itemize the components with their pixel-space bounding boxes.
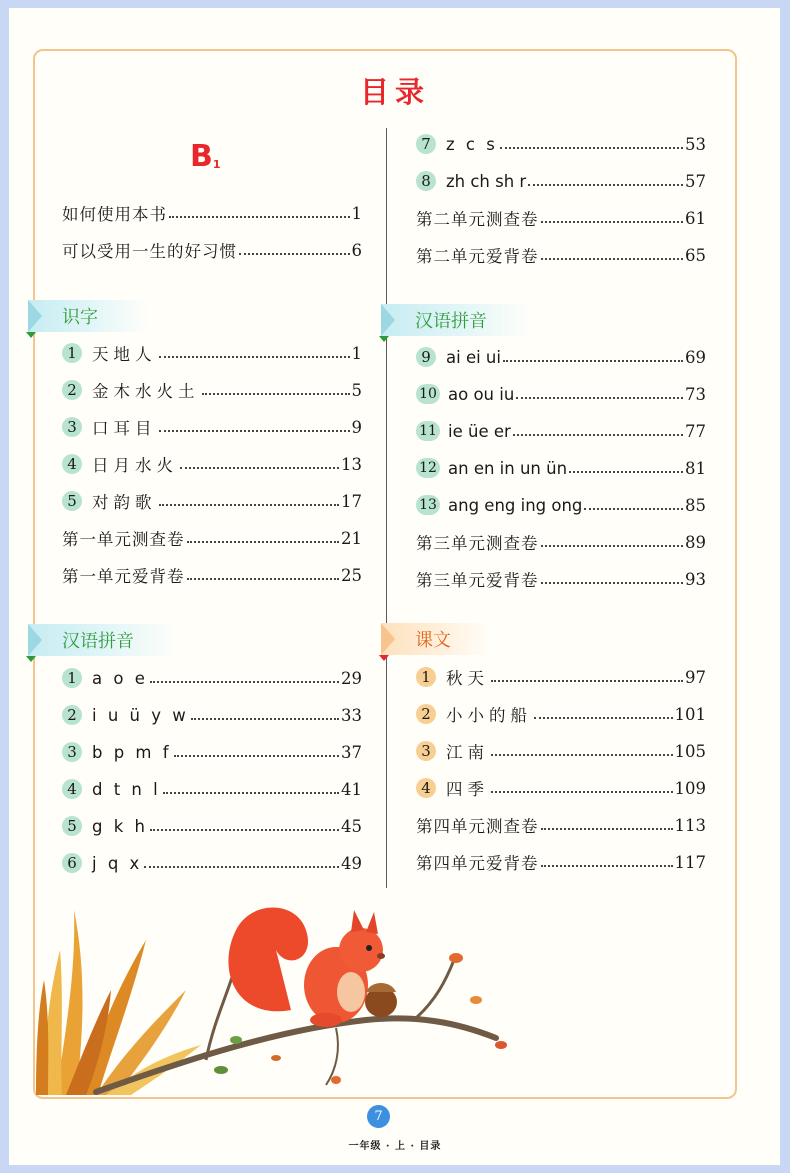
leader-dots: [187, 578, 340, 580]
brand-logo: [190, 140, 221, 180]
brand-sub: 1: [212, 158, 221, 171]
leader-dots: [528, 184, 683, 186]
lesson-number-badge: 2: [416, 704, 436, 724]
section-heading-pinyin-2[interactable]: [381, 304, 531, 336]
lesson-number-badge: 11: [416, 421, 440, 441]
toc-entry-label: a o e: [92, 668, 148, 688]
toc-entry-label: ang eng ing ong: [448, 495, 583, 515]
toc-entry-test[interactable]: [416, 203, 706, 233]
toc-entry-test[interactable]: [62, 523, 362, 553]
lesson-number-badge: 3: [62, 742, 82, 762]
toc-entry-label: 第二单元测查卷: [416, 210, 539, 229]
toc-entry-page: 45: [341, 816, 362, 836]
toc-entry-label: b p m f: [92, 742, 172, 762]
toc-entry-test[interactable]: [416, 810, 706, 840]
leader-dots: [513, 434, 683, 436]
toc-entry-label: 口耳目: [92, 419, 157, 438]
section-heading-shizi[interactable]: [28, 300, 148, 332]
section-heading-label: 课文: [415, 630, 451, 651]
toc-entry-label: 小小的船: [446, 706, 532, 725]
toc-entry[interactable]: [62, 811, 362, 841]
toc-entry-label: 第一单元测查卷: [62, 530, 185, 549]
page-title: 目录: [359, 75, 430, 109]
toc-entry-label: ie üe er: [448, 421, 511, 441]
leader-dots: [191, 718, 339, 720]
leader-dots: [169, 216, 350, 218]
toc-entry-page: 21: [341, 528, 362, 548]
leader-dots: [163, 792, 339, 794]
tick-mark: [379, 336, 389, 342]
lesson-number-badge: 5: [62, 491, 82, 511]
toc-entry-page: 25: [341, 565, 362, 585]
toc-entry-page: 85: [685, 495, 706, 515]
toc-entry-page: 69: [685, 347, 706, 367]
leader-dots: [500, 147, 683, 149]
toc-entry[interactable]: [416, 416, 706, 446]
leader-dots: [144, 866, 339, 868]
lesson-number-badge: 10: [416, 384, 440, 404]
toc-entry[interactable]: [416, 129, 706, 159]
toc-entry-page: 1: [351, 203, 362, 223]
toc-entry-label: 四季: [446, 780, 489, 799]
toc-entry-page: 33: [341, 705, 362, 725]
toc-entry[interactable]: [416, 699, 706, 729]
toc-entry-page: 6: [351, 240, 362, 260]
lesson-number-badge: 12: [416, 458, 440, 478]
toc-entry-page: 13: [341, 454, 362, 474]
squirrel: [228, 908, 397, 1028]
toc-entry-label: z c s: [446, 134, 498, 154]
toc-entry-label: 对韵歌: [92, 493, 157, 512]
lesson-number-badge: 13: [416, 495, 440, 515]
toc-entry[interactable]: [416, 453, 706, 483]
tick-mark: [26, 656, 36, 662]
leader-dots: [541, 545, 684, 547]
toc-entry[interactable]: [416, 490, 706, 520]
toc-entry-label: 第一单元爱背卷: [62, 567, 185, 586]
leader-dots: [516, 397, 683, 399]
leader-dots: [534, 717, 673, 719]
leader-dots: [180, 467, 339, 469]
toc-entry[interactable]: [416, 736, 706, 766]
section-heading-label: 识字: [62, 307, 98, 328]
toc-entry-page: 1: [351, 343, 362, 363]
lesson-number-badge: 2: [62, 705, 82, 725]
toc-entry[interactable]: [62, 486, 362, 516]
page-footer: 一年级 · 上 · 目录: [348, 1141, 442, 1152]
branch: [96, 940, 496, 1092]
leader-dots: [159, 504, 340, 506]
leader-dots: [150, 681, 339, 683]
leader-dots: [491, 680, 683, 682]
toc-entry-test[interactable]: [416, 527, 706, 557]
toc-entry-page: 9: [351, 417, 362, 437]
toc-entry-recite[interactable]: [416, 564, 706, 594]
toc-entry-page: 41: [341, 779, 362, 799]
leader-dots: [503, 360, 683, 362]
toc-entry-label: d t n l: [92, 779, 161, 799]
toc-entry[interactable]: [416, 166, 706, 196]
column-divider: [386, 128, 387, 888]
toc-entry-page: 81: [685, 458, 706, 478]
toc-entry-page: 5: [351, 380, 362, 400]
brand-letter: B: [190, 139, 213, 174]
leader-dots: [541, 221, 684, 223]
lesson-number-badge: 5: [62, 816, 82, 836]
toc-entry-recite[interactable]: [416, 847, 706, 877]
toc-entry-page: 49: [341, 853, 362, 873]
lesson-number-badge: 4: [62, 454, 82, 474]
toc-entry-page: 101: [674, 704, 706, 724]
toc-entry-label: 江南: [446, 743, 489, 762]
lesson-number-badge: 2: [62, 380, 82, 400]
toc-entry-label: 秋天: [446, 669, 489, 688]
toc-entry-label: 天地人: [92, 345, 157, 364]
toc-entry-label: i u ü y w: [92, 705, 189, 725]
page-number-badge: 7: [367, 1105, 390, 1128]
toc-entry-page: 61: [685, 208, 706, 228]
leader-dots: [491, 754, 673, 756]
toc-entry-label: 日月水火: [92, 456, 178, 475]
leader-dots: [150, 829, 339, 831]
toc-entry[interactable]: [62, 663, 362, 693]
lesson-number-badge: 3: [416, 741, 436, 761]
toc-entry[interactable]: [62, 737, 362, 767]
toc-entry-page: 37: [341, 742, 362, 762]
lesson-number-badge: 1: [62, 668, 82, 688]
toc-entry-good-habits[interactable]: [62, 235, 362, 265]
lesson-number-badge: 1: [62, 343, 82, 363]
toc-entry[interactable]: [416, 342, 706, 372]
toc-entry-label: g k h: [92, 816, 148, 836]
toc-entry[interactable]: [62, 848, 362, 878]
toc-entry-how-to-use[interactable]: [62, 198, 362, 228]
tick-mark: [26, 332, 36, 338]
leader-dots: [584, 508, 683, 510]
leader-dots: [187, 541, 340, 543]
leader-dots: [569, 471, 683, 473]
toc-entry-page: 57: [685, 171, 706, 191]
leader-dots: [202, 393, 350, 395]
section-heading-label: 汉语拼音: [415, 311, 487, 332]
toc-entry-label: 如何使用本书: [62, 205, 167, 224]
toc-entry-label: ao ou iu: [448, 384, 515, 404]
toc-entry-page: 89: [685, 532, 706, 552]
leader-dots: [174, 755, 339, 757]
section-heading-label: 汉语拼音: [62, 631, 134, 652]
toc-entry-page: 93: [685, 569, 706, 589]
lesson-number-badge: 9: [416, 347, 436, 367]
toc-entry-page: 97: [685, 667, 706, 687]
lesson-number-badge: 7: [416, 134, 436, 154]
section-heading-pinyin-1[interactable]: [28, 624, 178, 656]
toc-entry-page: 65: [685, 245, 706, 265]
toc-entry-page: 73: [685, 384, 706, 404]
leader-dots: [541, 828, 673, 830]
lesson-number-badge: 6: [62, 853, 82, 873]
leader-dots: [541, 582, 684, 584]
lesson-number-badge: 8: [416, 171, 436, 191]
toc-entry-page: 109: [674, 778, 706, 798]
leader-dots: [159, 356, 350, 358]
toc-entry[interactable]: [62, 449, 362, 479]
toc-entry-label: 第四单元爱背卷: [416, 854, 539, 873]
toc-entry[interactable]: [416, 379, 706, 409]
toc-entry[interactable]: [62, 700, 362, 730]
toc-entry-page: 117: [674, 852, 706, 872]
leader-dots: [239, 253, 350, 255]
leader-dots: [159, 430, 350, 432]
toc-entry-label: 可以受用一生的好习惯: [62, 242, 237, 261]
toc-entry-label: an en in un ün: [448, 458, 568, 478]
toc-entry-label: zh ch sh r: [446, 171, 527, 191]
toc-entry-page: 29: [341, 668, 362, 688]
toc-entry-recite[interactable]: [62, 560, 362, 590]
squirrel-illustration: [36, 880, 536, 1100]
toc-entry[interactable]: [62, 338, 362, 368]
toc-entry-label: 第二单元爱背卷: [416, 247, 539, 266]
toc-entry-label: j q x: [92, 853, 143, 873]
leader-dots: [541, 258, 684, 260]
lesson-number-badge: 4: [62, 779, 82, 799]
toc-entry[interactable]: [62, 375, 362, 405]
toc-entry-label: 第四单元测查卷: [416, 817, 539, 836]
toc-entry[interactable]: [62, 412, 362, 442]
lesson-number-badge: 3: [62, 417, 82, 437]
leader-dots: [541, 865, 673, 867]
toc-entry-page: 113: [674, 815, 706, 835]
toc-entry-page: 53: [685, 134, 706, 154]
section-heading-kewen[interactable]: [381, 623, 491, 655]
toc-entry-page: 77: [685, 421, 706, 441]
toc-entry[interactable]: [416, 773, 706, 803]
lesson-number-badge: 1: [416, 667, 436, 687]
toc-entry[interactable]: [62, 774, 362, 804]
toc-entry-label: 金木水火土: [92, 382, 200, 401]
toc-entry-recite[interactable]: [416, 240, 706, 270]
tick-mark: [379, 655, 389, 661]
toc-entry-page: 17: [341, 491, 362, 511]
toc-entry-page: 105: [674, 741, 706, 761]
lesson-number-badge: 4: [416, 778, 436, 798]
toc-entry[interactable]: [416, 662, 706, 692]
toc-entry-label: ai ei ui: [446, 347, 501, 367]
toc-entry-label: 第三单元爱背卷: [416, 571, 539, 590]
leader-dots: [491, 791, 673, 793]
toc-entry-label: 第三单元测查卷: [416, 534, 539, 553]
